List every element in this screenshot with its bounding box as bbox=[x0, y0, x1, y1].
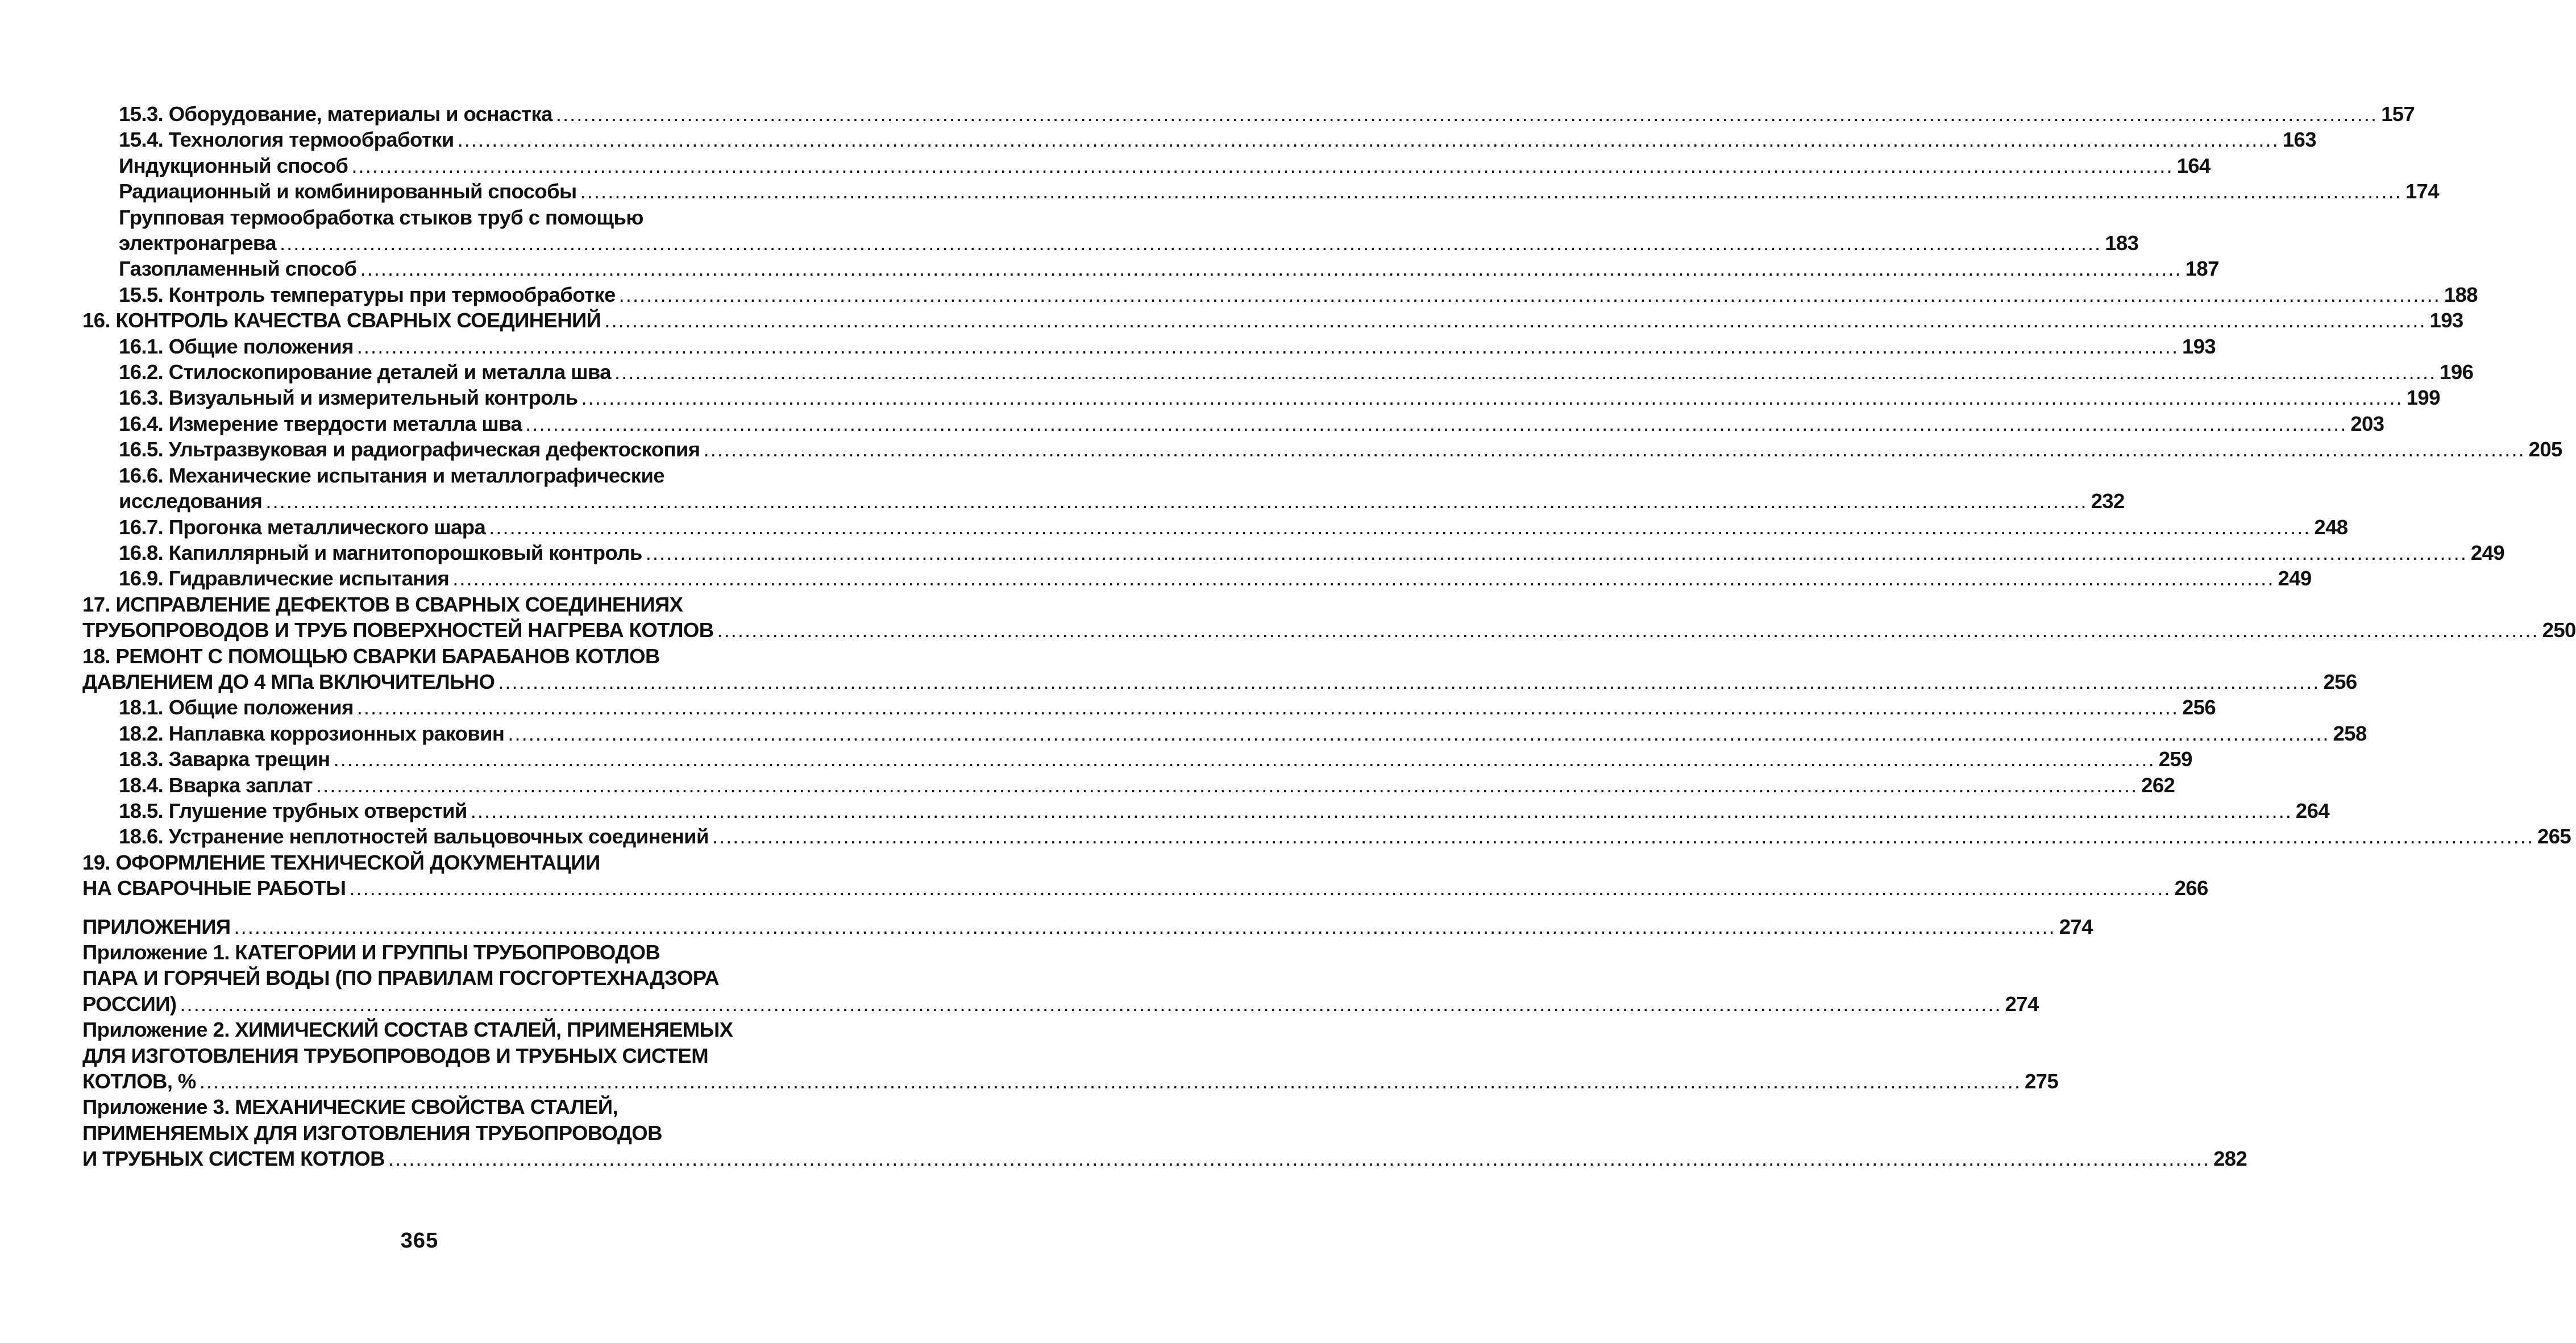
toc-entry bbox=[82, 282, 2478, 307]
dot-leader bbox=[471, 798, 2292, 824]
toc-entry-line bbox=[82, 1146, 2247, 1171]
toc-entry-page: 262 bbox=[2141, 773, 2175, 797]
toc-entry-line bbox=[82, 592, 762, 617]
toc-entry-line bbox=[119, 514, 2348, 540]
table-of-contents bbox=[82, 101, 2576, 1172]
toc-entry-line bbox=[82, 1068, 2059, 1094]
toc-entry-page: 275 bbox=[2024, 1070, 2059, 1093]
toc-entry-page: 193 bbox=[2429, 309, 2463, 332]
dot-leader bbox=[525, 411, 2347, 436]
toc-entry-line bbox=[82, 965, 762, 991]
toc-entry-line bbox=[119, 385, 2440, 410]
toc-entry-title: Приложение 3. МЕХАНИЧЕСКИЕ СВОЙСТВА СТАЛЕЙ, bbox=[82, 1095, 618, 1119]
toc-entry-title: Газопламенный способ bbox=[119, 257, 357, 281]
toc-entry-line bbox=[119, 824, 2571, 849]
toc-entry-title: ПРИЛОЖЕНИЯ bbox=[82, 914, 231, 938]
toc-entry-line bbox=[82, 1017, 762, 1042]
toc-entry-title: 18.1. Общие положения bbox=[119, 696, 354, 720]
toc-entry bbox=[82, 334, 2216, 359]
dot-leader bbox=[349, 875, 2171, 901]
toc-entry-title: 16. КОНТРОЛЬ КАЧЕСТВА СВАРНЫХ СОЕДИНЕНИЙ bbox=[82, 309, 601, 332]
toc-entry bbox=[82, 772, 2175, 798]
toc-entry-page: 187 bbox=[2185, 257, 2219, 281]
dot-leader bbox=[703, 436, 2525, 462]
toc-entry-page: 193 bbox=[2182, 334, 2216, 358]
toc-entry-page: 196 bbox=[2440, 360, 2474, 384]
toc-entry bbox=[82, 359, 2474, 385]
dot-leader bbox=[508, 721, 2329, 746]
toc-entry-title: Радиационный и комбинированный способы bbox=[119, 180, 577, 203]
toc-entry-line bbox=[119, 436, 2562, 462]
toc-entry-page: 249 bbox=[2278, 567, 2312, 591]
toc-entry-page: 256 bbox=[2323, 670, 2357, 693]
toc-entry bbox=[82, 514, 2348, 540]
toc-entry bbox=[82, 721, 2367, 746]
toc-entry-line bbox=[119, 746, 2192, 772]
toc-entry bbox=[82, 463, 2125, 514]
dot-leader bbox=[717, 617, 2538, 643]
toc-entry-page: 249 bbox=[2470, 540, 2505, 564]
toc-entry-title: исследования bbox=[119, 489, 263, 513]
toc-entry-line bbox=[82, 850, 762, 875]
toc-entry bbox=[82, 307, 2463, 333]
toc-entry-line bbox=[119, 411, 2384, 436]
toc-entry-page: 248 bbox=[2314, 515, 2348, 539]
toc-entry-page: 232 bbox=[2091, 489, 2125, 513]
toc-entry-line bbox=[82, 307, 2463, 333]
toc-entry-line bbox=[119, 566, 2312, 591]
toc-entry-page: 265 bbox=[2537, 825, 2571, 849]
toc-entry-title: 18.6. Устранение неплотностей вальцовочных соединений bbox=[119, 825, 709, 849]
toc-entry-page: 274 bbox=[2005, 992, 2039, 1016]
dot-leader bbox=[556, 101, 2378, 127]
toc-entry-title: электронагрева bbox=[119, 231, 276, 255]
toc-entry bbox=[82, 824, 2571, 849]
toc-entry-line bbox=[119, 101, 2415, 127]
toc-entry-title: 15.4. Технология термообработки bbox=[119, 128, 454, 152]
dot-leader bbox=[388, 1146, 2210, 1171]
toc-entry-line bbox=[119, 540, 2505, 566]
toc-entry-title: ПАРА И ГОРЯЧЕЙ ВОДЫ (ПО ПРАВИЛАМ ГОСГОРТЕХНАДЗОРА bbox=[82, 966, 720, 990]
dot-leader bbox=[712, 824, 2534, 849]
toc-entry bbox=[82, 385, 2440, 410]
toc-entry-title: И ТРУБНЫХ СИСТЕМ КОТЛОВ bbox=[82, 1147, 385, 1171]
dot-leader bbox=[452, 566, 2274, 591]
toc-entry-page: 264 bbox=[2295, 799, 2330, 822]
dot-leader bbox=[357, 695, 2179, 720]
toc-entry-title: 18.3. Заварка трещин bbox=[119, 747, 330, 771]
toc-entry-page: 188 bbox=[2444, 282, 2478, 306]
toc-entry-title: Групповая термообработка стыков труб с помощью bbox=[119, 205, 643, 229]
toc-entry-title: 15.5. Контроль температуры при термообработке bbox=[119, 282, 616, 306]
page-number: 365 bbox=[400, 1229, 439, 1253]
toc-entry bbox=[82, 127, 2316, 152]
toc-entry-page: 258 bbox=[2333, 721, 2367, 745]
toc-entry bbox=[82, 695, 2216, 720]
toc-entry bbox=[82, 411, 2384, 436]
toc-entry bbox=[82, 101, 2415, 127]
toc-entry bbox=[82, 592, 2576, 643]
toc-entry-page: 164 bbox=[2176, 153, 2211, 177]
dot-leader bbox=[360, 256, 2182, 281]
toc-entry bbox=[82, 436, 2562, 462]
toc-entry bbox=[82, 914, 2093, 939]
toc-entry-line bbox=[119, 127, 2316, 152]
toc-entry-line bbox=[82, 1043, 762, 1068]
toc-entry-title: 16.2. Стилоскопирование деталей и металла шва bbox=[119, 360, 611, 384]
toc-entry-title: 16.4. Измерение твердости металла шва bbox=[119, 411, 522, 435]
toc-entry-line bbox=[82, 617, 2576, 643]
toc-entry bbox=[82, 1017, 2059, 1094]
toc-entry bbox=[82, 939, 2039, 1017]
toc-entry bbox=[82, 205, 2139, 256]
toc-entry-title: ДЛЯ ИЗГОТОВЛЕНИЯ ТРУБОПРОВОДОВ И ТРУБНЫХ СИСТЕМ bbox=[82, 1043, 709, 1067]
toc-entry-title: НА СВАРОЧНЫЕ РАБОТЫ bbox=[82, 876, 346, 900]
toc-entry bbox=[82, 746, 2192, 772]
toc-entry-title: 18.4. Вварка заплат bbox=[119, 773, 313, 797]
toc-entry-line bbox=[119, 463, 762, 488]
toc-entry-title: 16.7. Прогонка металлического шара bbox=[119, 515, 486, 539]
toc-entry-page: 183 bbox=[2105, 231, 2139, 255]
toc-entry-title: ПРИМЕНЯЕМЫХ ДЛЯ ИЗГОТОВЛЕНИЯ ТРУБОПРОВОДОВ bbox=[82, 1121, 662, 1145]
toc-entry bbox=[82, 566, 2312, 591]
toc-entry-line bbox=[119, 282, 2478, 307]
dot-leader bbox=[580, 178, 2402, 204]
toc-entry bbox=[82, 643, 2357, 695]
dot-leader bbox=[265, 488, 2087, 514]
toc-entry-title: 16.6. Механические испытания и металлографические bbox=[119, 463, 664, 487]
toc-entry bbox=[82, 850, 2208, 901]
toc-entry-line bbox=[119, 695, 2216, 720]
dot-leader bbox=[581, 385, 2403, 410]
toc-entry-page: 256 bbox=[2182, 696, 2216, 720]
dot-leader bbox=[489, 514, 2311, 540]
dot-leader bbox=[334, 746, 2155, 772]
toc-entry-line bbox=[82, 669, 2357, 695]
dot-leader bbox=[604, 307, 2426, 333]
toc-entry-page: 266 bbox=[2174, 876, 2208, 900]
toc-entry-title: 16.3. Визуальный и измерительный контроль bbox=[119, 386, 578, 410]
toc-entry bbox=[82, 178, 2439, 204]
toc-entry bbox=[82, 256, 2219, 281]
toc-entry-page: 250 bbox=[2542, 618, 2576, 642]
toc-entry-title: 19. ОФОРМЛЕНИЕ ТЕХНИЧЕСКОЙ ДОКУМЕНТАЦИИ bbox=[82, 850, 600, 874]
toc-entry-page: 274 bbox=[2059, 914, 2093, 938]
dot-leader bbox=[316, 772, 2138, 798]
toc-entry-line bbox=[82, 643, 762, 669]
toc-entry bbox=[82, 1094, 2247, 1171]
toc-entry-page: 282 bbox=[2213, 1147, 2247, 1171]
toc-entry-title: 15.3. Оборудование, материалы и оснастка bbox=[119, 102, 552, 126]
toc-entry-page: 203 bbox=[2350, 411, 2384, 435]
toc-entry-line bbox=[119, 256, 2219, 281]
toc-entry-title: 16.9. Гидравлические испытания bbox=[119, 567, 450, 591]
toc-entry-title: 16.8. Капиллярный и магнитопорошковый контроль bbox=[119, 540, 642, 564]
toc-entry-title: Индукционный способ bbox=[119, 153, 348, 177]
toc-entry-line bbox=[119, 488, 2125, 514]
toc-entry-line bbox=[82, 914, 2093, 939]
dot-leader bbox=[614, 359, 2436, 385]
toc-entry-page: 163 bbox=[2282, 128, 2316, 152]
dot-leader bbox=[180, 991, 2001, 1017]
toc-entry-page: 199 bbox=[2406, 386, 2440, 410]
dot-leader bbox=[357, 334, 2179, 359]
toc-entry bbox=[82, 153, 2211, 178]
toc-entry-line bbox=[119, 772, 2175, 798]
toc-entry bbox=[82, 540, 2505, 566]
toc-entry-title: 18.5. Глушение трубных отверстий bbox=[119, 799, 467, 822]
toc-entry-line bbox=[82, 991, 2039, 1017]
toc-entry-line bbox=[119, 721, 2367, 746]
toc-entry-title: 16.1. Общие положения bbox=[119, 334, 354, 358]
toc-entry-page: 157 bbox=[2381, 102, 2415, 126]
toc-entry-title: РОССИИ) bbox=[82, 992, 177, 1016]
toc-entry-title: 16.5. Ультразвуковая и радиографическая дефектоскопия bbox=[119, 438, 700, 461]
dot-leader bbox=[280, 230, 2101, 256]
toc-entry-line bbox=[82, 1120, 762, 1146]
dot-leader bbox=[619, 282, 2441, 307]
toc-entry-title: КОТЛОВ, % bbox=[82, 1070, 196, 1093]
toc-entry-line bbox=[119, 334, 2216, 359]
toc-entry-line bbox=[82, 1094, 762, 1120]
toc-entry-title: ТРУБОПРОВОДОВ И ТРУБ ПОВЕРХНОСТЕЙ НАГРЕВА КОТЛОВ bbox=[82, 618, 714, 642]
toc-entry bbox=[82, 798, 2330, 824]
toc-entry-line bbox=[119, 359, 2474, 385]
dot-leader bbox=[351, 153, 2173, 178]
toc-entry-title: Приложение 1. КАТЕГОРИИ И ГРУППЫ ТРУБОПРОВОДОВ bbox=[82, 941, 660, 964]
dot-leader bbox=[200, 1068, 2021, 1094]
toc-entry-line bbox=[82, 939, 762, 965]
toc-entry-line bbox=[119, 798, 2330, 824]
toc-entry-page: 259 bbox=[2158, 747, 2192, 771]
toc-entry-page: 174 bbox=[2405, 180, 2439, 203]
toc-entry-line bbox=[119, 153, 2211, 178]
toc-entry-page: 205 bbox=[2528, 438, 2562, 461]
toc-entry-title: 18.2. Наплавка коррозионных раковин bbox=[119, 721, 505, 745]
dot-leader bbox=[498, 669, 2320, 695]
toc-entry-title: Приложение 2. ХИМИЧЕСКИЙ СОСТАВ СТАЛЕЙ, ПРИМЕНЯЕМЫХ bbox=[82, 1018, 733, 1042]
toc-entry-title: 18. РЕМОНТ С ПОМОЩЬЮ СВАРКИ БАРАБАНОВ КОТЛОВ bbox=[82, 644, 660, 668]
dot-leader bbox=[234, 914, 2056, 939]
toc-entry-line bbox=[119, 205, 762, 230]
dot-leader bbox=[646, 540, 2467, 566]
toc-entry-line bbox=[119, 178, 2439, 204]
toc-entry-line bbox=[119, 230, 2139, 256]
dot-leader bbox=[458, 127, 2279, 152]
toc-entry-title: 17. ИСПРАВЛЕНИЕ ДЕФЕКТОВ В СВАРНЫХ СОЕДИНЕНИЯХ bbox=[82, 592, 683, 616]
toc-entry-line bbox=[82, 875, 2208, 901]
toc-entry-title: ДАВЛЕНИЕМ ДО 4 МПа ВКЛЮЧИТЕЛЬНО bbox=[82, 670, 495, 693]
